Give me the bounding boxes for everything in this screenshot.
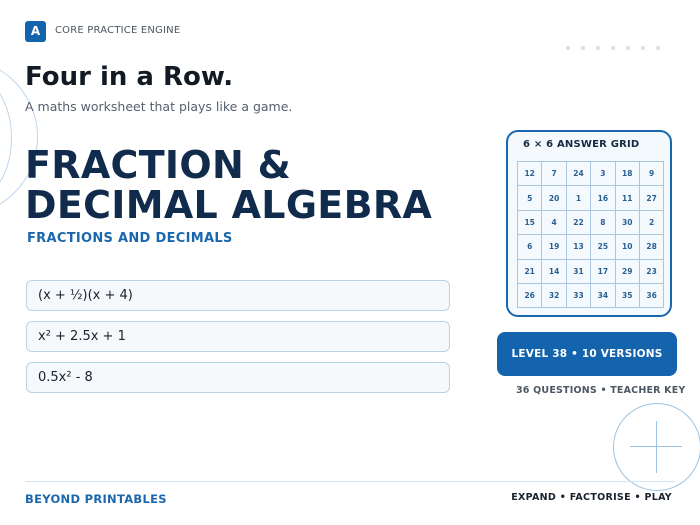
questions-meta: 36 QUESTIONS • TEACHER KEY: [516, 385, 686, 396]
topic-title-line-1: FRACTION &: [25, 143, 292, 187]
expression-list: [26, 280, 450, 403]
answer-grid-title: 6 × 6 ANSWER GRID: [523, 139, 640, 150]
grid-cell: 9: [640, 162, 664, 186]
decorative-dots: [566, 46, 660, 50]
brand-logo: A: [25, 21, 46, 42]
grid-cell: 4: [542, 211, 566, 235]
grid-cell: 28: [640, 235, 664, 259]
topic-subtitle: FRACTIONS AND DECIMALS: [27, 231, 233, 246]
grid-cell: 19: [542, 235, 566, 259]
grid-cell: 12: [518, 162, 542, 186]
expression-item: (x + ½)(x + 4): [26, 280, 450, 311]
grid-cell: 15: [518, 211, 542, 235]
page-subtitle: A maths worksheet that plays like a game.: [25, 99, 293, 114]
grid-cell: 25: [591, 235, 615, 259]
grid-cell: 11: [616, 186, 640, 210]
grid-cell: 2: [640, 211, 664, 235]
footer-tagline: EXPAND • FACTORISE • PLAY: [511, 492, 672, 503]
grid-cell: 7: [542, 162, 566, 186]
answer-grid-card: [506, 130, 672, 317]
grid-cell: 24: [567, 162, 591, 186]
footer-brand: BEYOND PRINTABLES: [25, 492, 167, 506]
grid-cell: 5: [518, 186, 542, 210]
grid-cell: 30: [616, 211, 640, 235]
level-button[interactable]: LEVEL 38 • 10 VERSIONS: [497, 332, 677, 376]
grid-cell: 18: [616, 162, 640, 186]
grid-cell: 6: [518, 235, 542, 259]
grid-cell: 21: [518, 260, 542, 284]
grid-cell: 20: [542, 186, 566, 210]
topic-title-line-2: DECIMAL ALGEBRA: [25, 183, 433, 227]
plus-icon-vertical: [656, 421, 657, 473]
grid-cell: 29: [616, 260, 640, 284]
grid-cell: 34: [591, 284, 615, 308]
expression-item: 0.5x² - 8: [26, 362, 450, 393]
grid-cell: 26: [518, 284, 542, 308]
footer-divider: [25, 481, 675, 482]
grid-cell: 16: [591, 186, 615, 210]
grid-cell: 14: [542, 260, 566, 284]
grid-cell: 10: [616, 235, 640, 259]
grid-cell: 8: [591, 211, 615, 235]
grid-cell: 27: [640, 186, 664, 210]
answer-grid: [517, 161, 664, 308]
grid-cell: 13: [567, 235, 591, 259]
grid-cell: 22: [567, 211, 591, 235]
grid-cell: 1: [567, 186, 591, 210]
page-title: Four in a Row.: [25, 62, 234, 92]
grid-cell: 17: [591, 260, 615, 284]
expression-item: x² + 2.5x + 1: [26, 321, 450, 352]
grid-cell: 32: [542, 284, 566, 308]
topic-title: [25, 145, 485, 225]
brand-label: CORE PRACTICE ENGINE: [55, 25, 181, 36]
grid-cell: 35: [616, 284, 640, 308]
grid-cell: 33: [567, 284, 591, 308]
grid-cell: 31: [567, 260, 591, 284]
grid-cell: 23: [640, 260, 664, 284]
grid-cell: 3: [591, 162, 615, 186]
grid-cell: 36: [640, 284, 664, 308]
